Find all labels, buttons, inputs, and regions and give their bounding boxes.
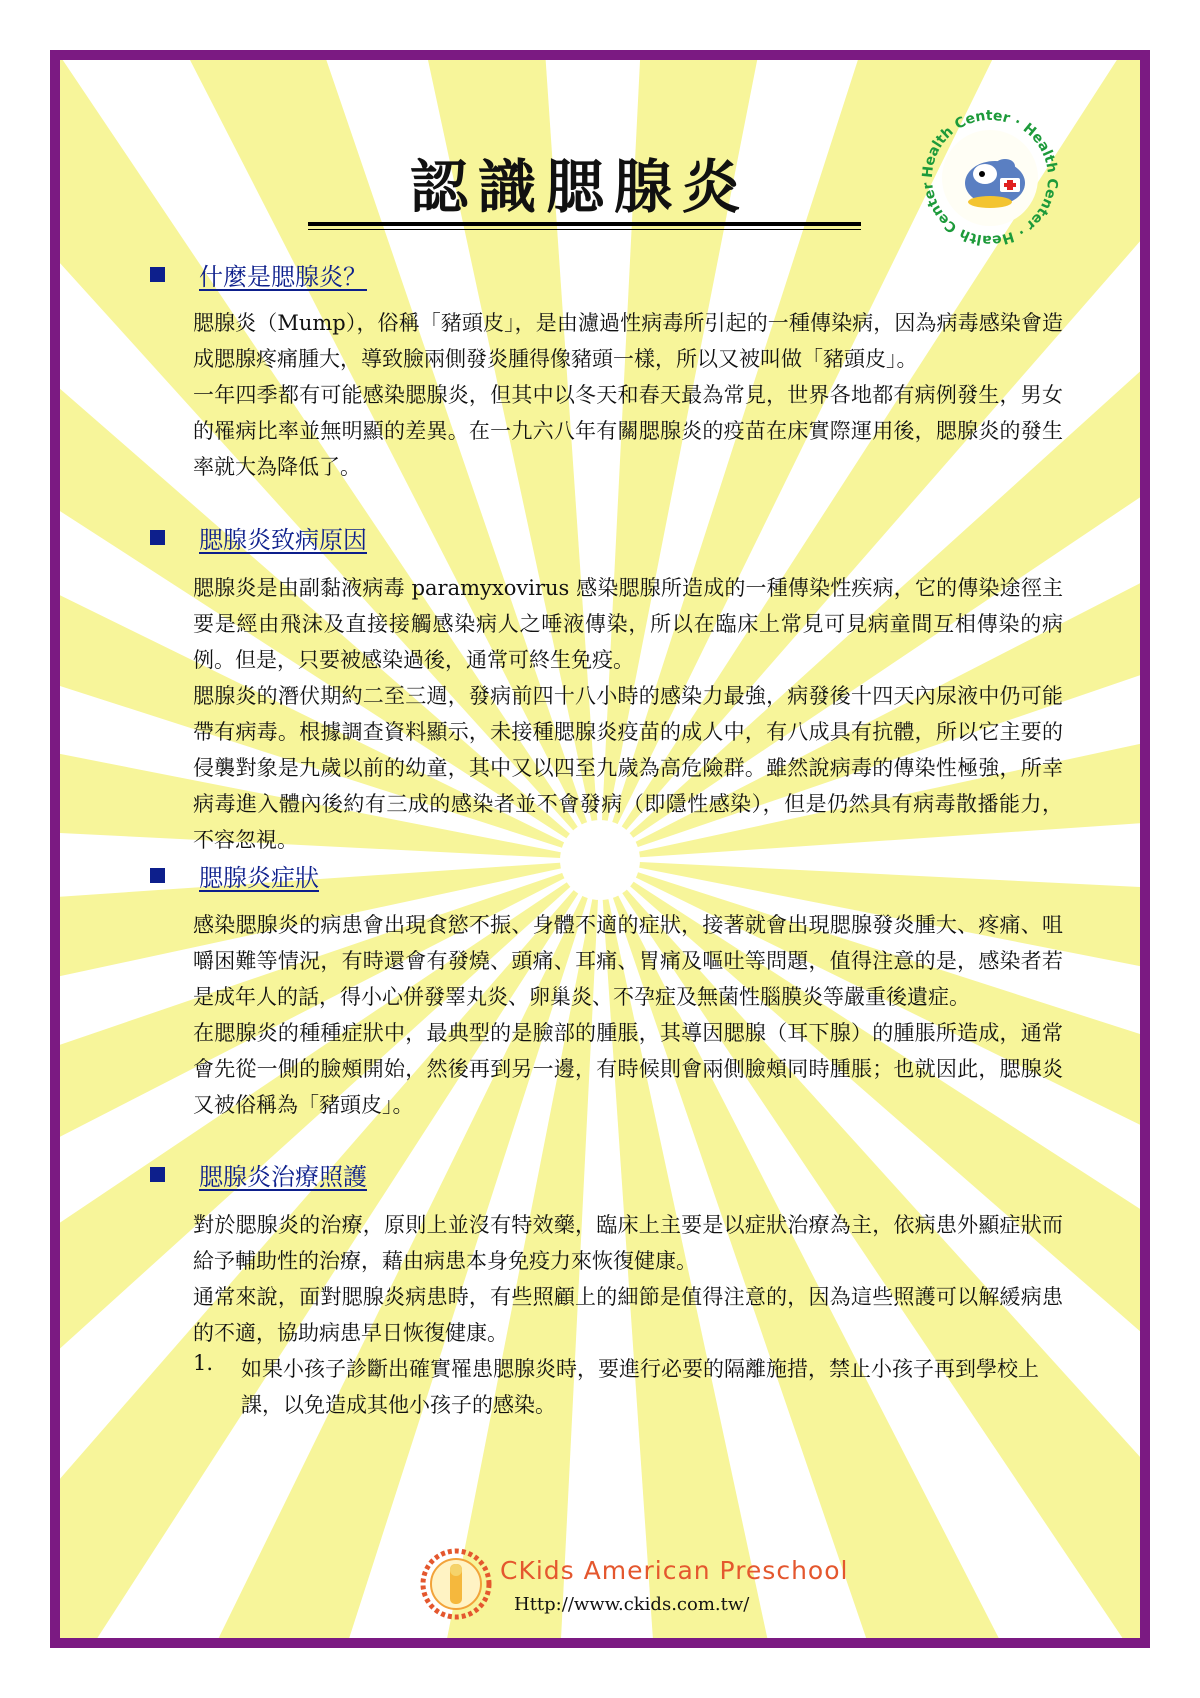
paragraph: 通常來說，面對腮腺炎病患時，有些照顧上的細節是值得注意的，因為這些照護可以解緩病患的不適，協助病患早日恢復健康。 — [193, 1285, 1063, 1345]
paragraph: 腮腺炎的潛伏期約二至三週，發病前四十八小時的感染力最強，病發後十四天內尿液中仍可能帶有病毒。根據調查資料顯示，未接種腮腺炎疫苗的成人中，有八成具有抗體，所以它主要的侵襲對象是九歲以前的幼童，其中又以四至九歲為高危險群。雖然說病毒的傳染性極強，所幸病毒進入體內後約有三成的感染者並不會發病（即隱性感染），但是仍然具有病毒散播能力，不容忽視。 — [193, 684, 1063, 852]
website-link[interactable]: Http://www.ckids.com.tw/ — [514, 1594, 750, 1615]
bullet-square-icon — [150, 868, 165, 883]
section-title: 腮腺炎致病原因 — [199, 525, 367, 554]
health-center-logo — [915, 108, 1065, 248]
section-body — [193, 570, 1063, 858]
footer — [420, 1548, 860, 1628]
ckids-logo-icon — [420, 1548, 492, 1620]
paragraph: 感染腮腺炎的病患會出現食慾不振、身體不適的症狀，接著就會出現腮腺發炎腫大、疼痛、咀嚼困難等情況，有時還會有發燒、頭痛、耳痛、胃痛及嘔吐等問題，值得注意的是，感染者若是成年人的話，得小心併發睪丸炎、卵巢炎、不孕症及無菌性腦膜炎等嚴重後遺症。 — [193, 913, 1063, 1009]
list-item-number: 1. — [193, 1351, 214, 1375]
paragraph: 對於腮腺炎的治療，原則上並沒有特效藥，臨床上主要是以症狀治療為主，依病患外顯症狀而給予輔助性的治療，藉由病患本身免疫力來恢復健康。 — [193, 1213, 1063, 1273]
section-title: 腮腺炎治療照護 — [199, 1162, 367, 1191]
title-rule-thin — [308, 229, 861, 230]
brand-name: CKids American Preschool — [500, 1556, 849, 1585]
paragraph: 一年四季都有可能感染腮腺炎，但其中以冬天和春天最為常見，世界各地都有病例發生，男女的罹病比率並無明顯的差異。在一九六八年有關腮腺炎的疫苗在床實際運用後，腮腺炎的發生率就大為降低了。 — [193, 383, 1063, 479]
section-body — [193, 305, 1063, 485]
section-heading — [150, 1157, 367, 1191]
section-body — [193, 907, 1063, 1123]
bullet-square-icon — [150, 530, 165, 545]
bullet-square-icon — [150, 1167, 165, 1182]
paragraph: 在腮腺炎的種種症狀中，最典型的是臉部的腫脹，其導因腮腺（耳下腺）的腫脹所造成，通常會先從一側的臉頰開始，然後再到另一邊，有時候則會兩側臉頰同時腫脹；也就因此，腮腺炎又被俗稱為「豬頭皮」。 — [193, 1021, 1063, 1117]
section-heading — [150, 520, 367, 554]
section-body — [193, 1207, 1063, 1351]
page-title: 認識腮腺炎 — [409, 153, 750, 221]
section-title: 腮腺炎症狀 — [199, 863, 319, 892]
paragraph: 腮腺炎是由副黏液病毒 paramyxovirus 感染腮腺所造成的一種傳染性疾病，它的傳染途徑主要是經由飛沫及直接接觸感染病人之唾液傳染，所以在臨床上常見可見病童間互相傳染的病例。但是，只要被感染過後，通常可終生免疫。 — [193, 576, 1063, 672]
section-heading — [150, 858, 319, 892]
logo-ring-text: Health Center · Health Center · Health Center — [919, 108, 1061, 248]
section-heading — [150, 257, 367, 291]
bullet-square-icon — [150, 267, 165, 282]
paragraph: 腮腺炎（Mump），俗稱「豬頭皮」，是由濾過性病毒所引起的一種傳染病，因為病毒感染會造成腮腺疼痛腫大，導致臉兩側發炎腫得像豬頭一樣，所以又被叫做「豬頭皮」。 — [193, 311, 1063, 371]
section-title: 什麼是腮腺炎？ — [199, 262, 367, 291]
title-rule-thick — [308, 222, 861, 226]
list-item-text: 如果小孩子診斷出確實罹患腮腺炎時，要進行必要的隔離施措，禁止小孩子再到學校上課，以免造成其他小孩子的感染。 — [241, 1357, 1039, 1417]
